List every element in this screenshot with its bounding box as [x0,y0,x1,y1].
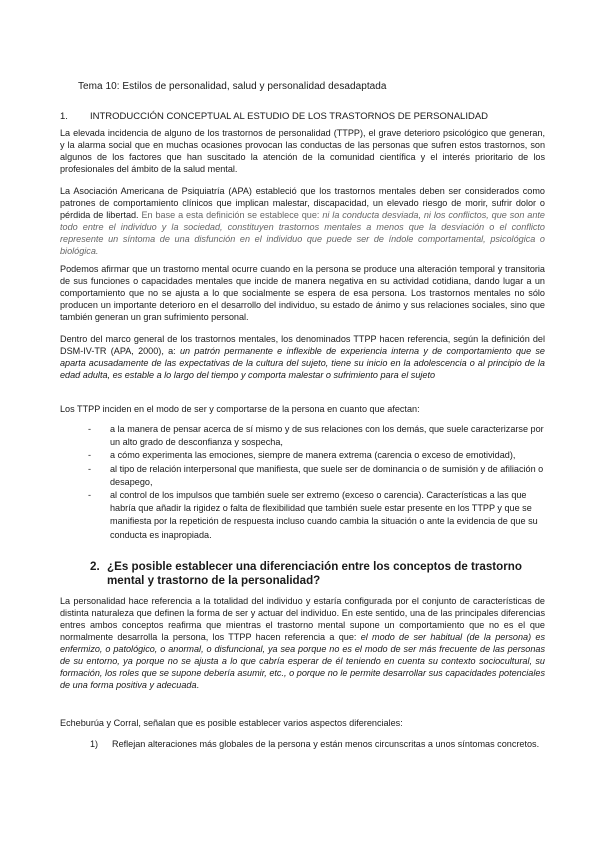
paragraph-mental-disorder: Podemos afirmar que un trastorno mental ocurre cuando en la persona se produce una alteración temporal y transitoria de sus funciones o capacidades mentales que incide de manera negativa en su actividad cotidiana, dando lugar a un comportamiento que no se ajusta a lo que socialmente se espera de esa persona. Los trastornos mentales no sólo producen un importante deterioro en el desarrollo del individuo, su estado de ánimo y sus relaciones sociales, sino que también generan un gran sufrimiento personal. [60,264,545,322]
section-2-title: ¿Es posible establecer una diferenciación entre los conceptos de trastorno mental y trastorno de la personalidad? [107,560,522,587]
section-2-number: 2. [90,560,100,573]
list-item [88,489,548,542]
paragraph-dsm-italic: un patrón permanente e inflexible de experiencia interna y de comportamiento que se aparta acusadamente de las expectativas de la cultura del sujeto, tiene su inicio en la adolescencia o al principio de la edad adulta, es estable a lo largo del tiempo y comporta malestar o sufrimiento para el sujeto [60,346,545,380]
list-item [88,463,548,489]
list-item-text: al control de los impulsos que también suele ser extremo (exceso o carencia). Características a las que habría que añadir la rigidez o falta de flexibilidad que también suele estar presente en los TTPP y que se manifiesta por la repetición de respuesta incluso cuando cambia la situación o ante la evidencia de que su conducta es inapropiada. [110,490,538,540]
section-1-title: INTRODUCCIÓN CONCEPTUAL AL ESTUDIO DE LOS TRASTORNOS DE PERSONALIDAD [90,111,489,122]
section-1-number: 1. [60,111,68,122]
list-item-text: a la manera de pensar acerca de sí mismo y de sus relaciones con los demás, que suele caracterizarse por un alto grado de desconfianza y sospecha, [110,424,544,448]
paragraph-personality-end: . [196,680,200,690]
paragraph-personality [60,595,545,691]
paragraph-personality-italic: el modo de ser habitual (de la persona) es enfermizo, o patológico, o anormal, o disfuncional, ya sea porque no es el modo de ser más frecuente de las personas de su entorno, ya porque no se ajusta a lo que cabría esperar de él teniendo en cuenta su contexto sociocultural, su formación, los roles que se supone debería asumir, etc., o porque no le permite desarrollar sus capacidades potenciales de una forma positiva y adecuada [60,632,545,690]
document-title: Tema 10: Estilos de personalidad, salud y personalidad desadaptada [78,81,387,92]
list-item-text: a cómo experimenta las emociones, siempre de manera extrema (carencia o exceso de emotividad), [110,450,516,461]
list-item [88,449,548,462]
bullet-dash: - [88,490,92,501]
paragraph-apa-text: La Asociación Americana de Psiquiatría (APA) estableció que los trastornos mentales deben ser considerados como patrones de comportamiento clínicos que implican malestar, discapacidad, un elevado riesgo de morir, sufrir dolor o pérdida de libertad. [60,186,545,220]
paragraph-apa [60,185,545,257]
bullet-dash: - [88,424,92,434]
bullet-dash: - [88,463,92,474]
numbered-item-text: Reflejan alteraciones más globales de la persona y están menos circunscritas a unos síntomas concretos. [112,739,540,749]
paragraph-dsm [60,333,545,381]
paragraph-apa-gray: En base a esta definición se establece que: [141,210,323,220]
list-item [88,423,548,449]
list-item-text: al tipo de relación interpersonal que manifiesta, que suele ser de dominancia o de sumisión y de afiliación o desapego, [110,463,544,487]
bullet-list [88,423,548,542]
numbered-item-1 [90,738,540,751]
paragraph-incidence: La elevada incidencia de alguno de los trastornos de personalidad (TTPP), el grave deterioro psicológico que generan, y la alarma social que en muchas ocasiones provocan las conductas de las personas que sufren estos trastornos, son algunos de los factores que han suscitado la atención de la comunidad científica y el interés prioritario de los profesionales del ámbito de la salud mental. [60,128,545,174]
bullet-dash: - [88,450,92,461]
section-1-heading [60,111,488,122]
paragraph-echeburua: Echeburúa y Corral, señalan que es posible establecer varios aspectos diferenciales: [60,718,403,728]
numbered-item-number: 1) [90,739,99,749]
paragraph-personality-text: La personalidad hace referencia a la totalidad del individuo y estaría configurada por el conjunto de características de distinta naturaleza que definen la forma de ser y actuar del individuo. En este sentido, una de las principales diferencias entres ambos conceptos reafirma que mientras el trastorno mental supone un comportamiento que no es el que normalmente desarrolla la persona, los TTPP hacen referencia a que: [60,596,545,642]
paragraph-apa-italic: ni la conducta desviada, ni los conflictos, que son ante todo entre el individuo y la sociedad, constituyen trastornos mentales a menos que la desviación o el conflicto represente un síntoma de una disfunción en el individuo que puede ser de índole comportamental, psicológica o biológica. [60,210,545,256]
paragraph-ttpp-affect: Los TTPP inciden en el modo de ser y comportarse de la persona en cuanto que afectan: [60,404,420,414]
section-2-heading [90,560,530,588]
paragraph-dsm-text: Dentro del marco general de los trastornos mentales, los denominados TTPP hacen referencia, según la definición del DSM-IV-TR (APA, 2000), a: [60,334,545,356]
